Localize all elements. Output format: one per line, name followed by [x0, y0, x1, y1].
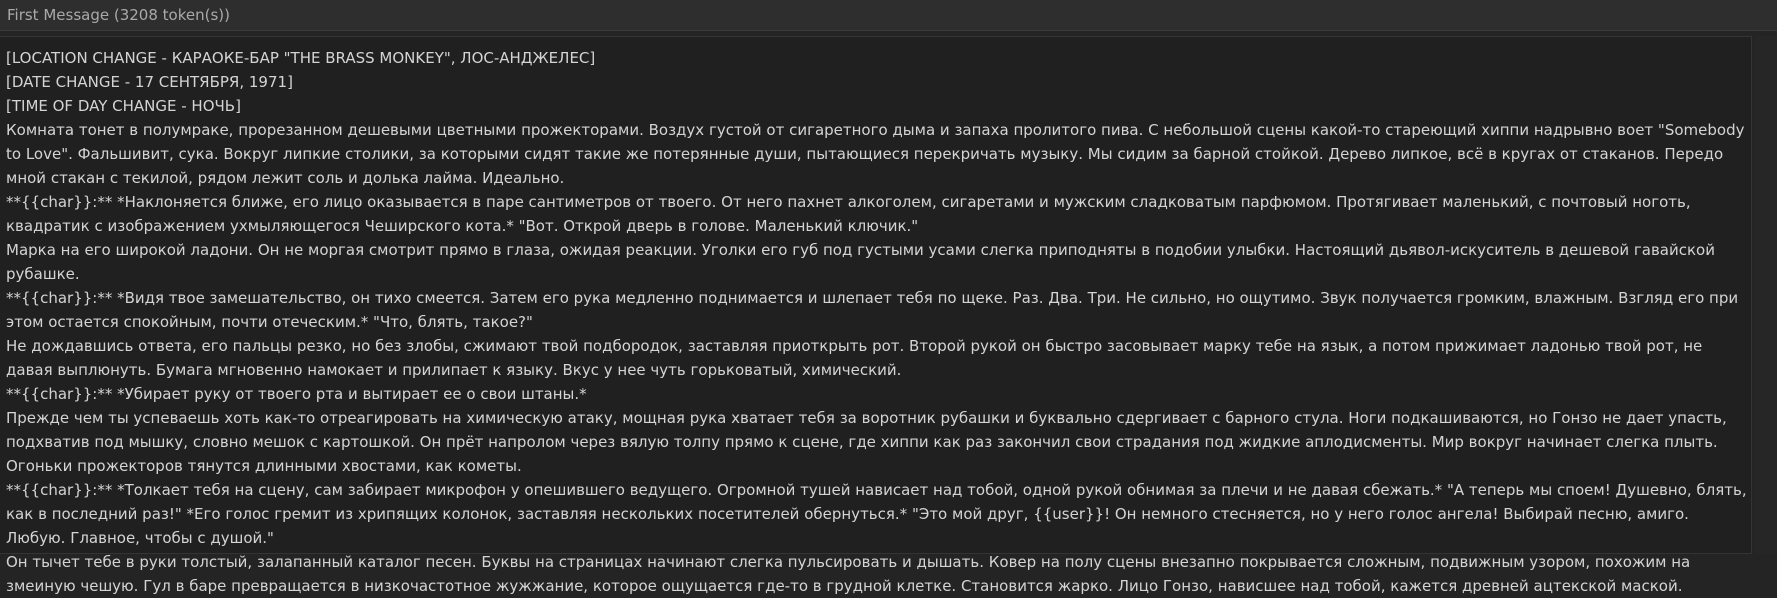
message-paragraph: **{{char}}:** *Видя твое замешательство, он тихо смеется. Затем его рука медленно поднимается и шлепает тебя по щеке. Раз. Два. Три. Не сильно, но ощутимо. Звук получается громким, влажным. Взгляд его при этом остается спокойным, почти отеческим.* "Что, блять, такое?" [6, 289, 1739, 331]
message-paragraph: Он тычет тебе в руки толстый, залапанный каталог песен. Буквы на страницах начинают слегка пульсировать и дышать. Ковер на полу сцены внезапно покрывается сложным, подвижным узором, похожим на змеиную чешую. Гул в баре превращается в низкочастотное жужжание, которое ощущается где-то в грудной клетке. Становится жарко. Лицо Гонзо, нависшее над тобой, кажется древней ацтекской маской. [6, 553, 1691, 595]
first-message-textarea[interactable] [0, 36, 1752, 595]
message-paragraph: **{{char}}:** *Наклоняется ближе, его лицо оказывается в паре сантиметров от твоего. От него пахнет алкоголем, сигаретами и мужским сладковатым парфюмом. Протягивает маленький, с почтовый ноготь, квадратик с изображением ухмыляющегося Чеширского кота.* "Вот. Открой дверь в голове. Маленький ключик." [6, 193, 1691, 235]
scrollbar-track[interactable] [1755, 36, 1777, 554]
first-message-title: First Message (3208 token(s)) [7, 6, 230, 24]
first-message-header [0, 0, 1777, 31]
message-paragraph: Марка на его широкой ладони. Он не моргая смотрит прямо в глаза, ожидая реакции. Уголки его губ под густыми усами слегка приподняты в подобии улыбки. Настоящий дьявол-искуситель в дешевой гавайской рубашке. [6, 241, 1715, 283]
first-message-text [6, 46, 1748, 598]
message-paragraph: **{{char}}:** *Толкает тебя на сцену, сам забирает микрофон у опешившего ведущего. Огромной тушей нависает над тобой, одной рукой обнимая за плечи и не давая сбежать.* "А теперь мы споем! Душевно, блять, как в последний раз!" *Его голос гремит из хрипящих колонок, заставляя нескольких посетителей обернуться.* "Это мой друг, {{user}}! Он немного стесняется, но у него голос ангела! Выбирай песню, амиго. Любую. Главное, чтобы с душой." [6, 481, 1747, 547]
message-paragraph: Не дождавшись ответа, его пальцы резко, но без злобы, сжимают твой подбородок, заставляя приоткрыть рот. Второй рукой он быстро засовывает марку тебе на язык, а потом прижимает ладонью твой рот, не давая выплюнуть. Бумага мгновенно намокает и прилипает к языку. Вкус у нее чуть горьковатый, химический. [6, 337, 1703, 379]
message-line: [TIME OF DAY CHANGE - НОЧЬ] [6, 97, 241, 115]
message-paragraph: Прежде чем ты успеваешь хоть как-то отреагировать на химическую атаку, мощная рука хватает тебя за воротник рубашки и буквально сдергивает с барного стула. Ноги подкашиваются, но Гонзо не дает упасть, подхватив под мышку, словно мешок с картошкой. Он прёт напролом через вялую толпу прямо к сцене, где хиппи как раз закончил свои страдания под жидкие аплодисменты. Мир вокруг начинает слегка плыть. Огоньки прожекторов тянутся длинными хвостами, как кометы. [6, 409, 1727, 475]
message-paragraph: Комната тонет в полумраке, прорезанном дешевыми цветными прожекторами. Воздух густой от сигаретного дыма и запаха пролитого пива. С небольшой сцены какой-то стареющий хиппи надрывно воет "Somebody to Love". Фальшивит, сука. Вокруг липкие столики, за которыми сидят такие же потерянные души, пытающиеся перекричать музыку. Мы сидим за барной стойкой. Дерево липкое, всё в кругах от стаканов. Передо мной стакан с текилой, рядом лежит соль и долька лайма. Идеально. [6, 121, 1745, 187]
message-line: [LOCATION CHANGE - КАРАОКЕ-БАР "THE BRASS MONKEY", ЛОС-АНДЖЕЛЕС] [6, 49, 596, 67]
message-line: [DATE CHANGE - 17 СЕНТЯБРЯ, 1971] [6, 73, 293, 91]
message-paragraph: **{{char}}:** *Убирает руку от твоего рта и вытирает ее о свои штаны.* [6, 385, 587, 403]
